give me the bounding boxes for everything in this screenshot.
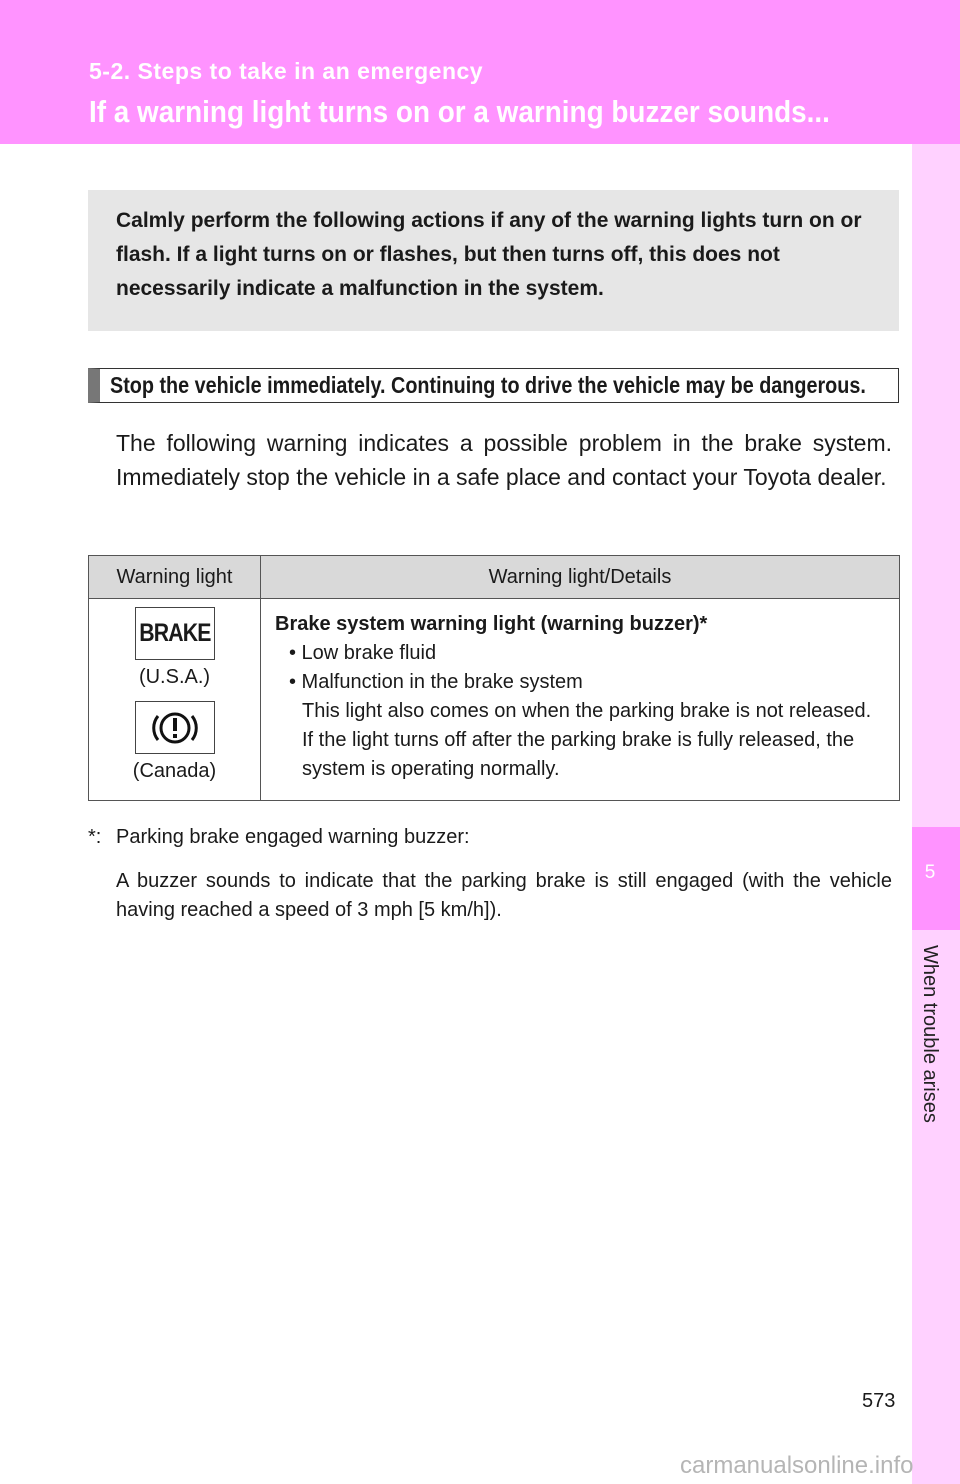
region-label-usa: (U.S.A.): [138, 666, 211, 688]
section-label: 5-2. Steps to take in an emergency: [89, 58, 484, 84]
details-cell: [261, 599, 900, 801]
brake-circle-exclamation-icon: [135, 701, 215, 754]
warning-table: [88, 555, 900, 801]
table-row: [89, 599, 900, 801]
chapter-title: When trouble arises: [919, 945, 941, 1123]
intro-box: [88, 190, 899, 331]
brake-text-icon: [135, 607, 215, 660]
intro-text: Calmly perform the following actions if any of the warning lights turn on or flash. If a light turns on or flashes, but then turns off, this does not necessarily indicate a malfunction in the system.: [116, 209, 862, 300]
footnote-label: Parking brake engaged warning buzzer:: [116, 826, 470, 848]
detail-bullet: • Malfunction in the brake system: [289, 671, 583, 693]
caution-text: Stop the vehicle immediately. Continuing to drive the vehicle may be dangerous.: [110, 372, 866, 398]
footnote-mark: *:: [88, 826, 102, 848]
table-header-warning-light: Warning light: [89, 556, 261, 599]
region-label-canada: (Canada): [132, 760, 217, 782]
details-title: Brake system warning light (warning buzzer)*: [275, 613, 708, 635]
brake-circle-svg: [149, 707, 201, 749]
chapter-number: 5: [924, 862, 936, 883]
table-header-details: Warning light/Details: [261, 556, 900, 599]
watermark: carmanualsonline.info: [680, 1452, 914, 1479]
detail-note: This light also comes on when the parking brake is not released. If the light turns off after the parking brake is fully released, the system is operating normally.: [302, 700, 872, 780]
warning-light-cell: [89, 599, 261, 801]
page-title: If a warning light turns on or a warning buzzer sounds...: [89, 94, 830, 129]
page-number: 573: [862, 1390, 896, 1412]
caution-bar: [88, 368, 899, 403]
side-strip: [912, 144, 960, 1484]
footnote-head: [88, 826, 470, 849]
brake-word: BRAKE: [138, 619, 211, 647]
body-paragraph: The following warning indicates a possible problem in the brake system. Immediately stop the vehicle in a safe place and contact your Toyota dealer.: [116, 430, 892, 490]
table-header-row: [89, 556, 900, 599]
detail-bullet: • Low brake fluid: [289, 642, 437, 664]
footnote-body: A buzzer sounds to indicate that the parking brake is still engaged (with the vehicle having reached a speed of 3 mph [5 km/h]).: [116, 870, 892, 921]
